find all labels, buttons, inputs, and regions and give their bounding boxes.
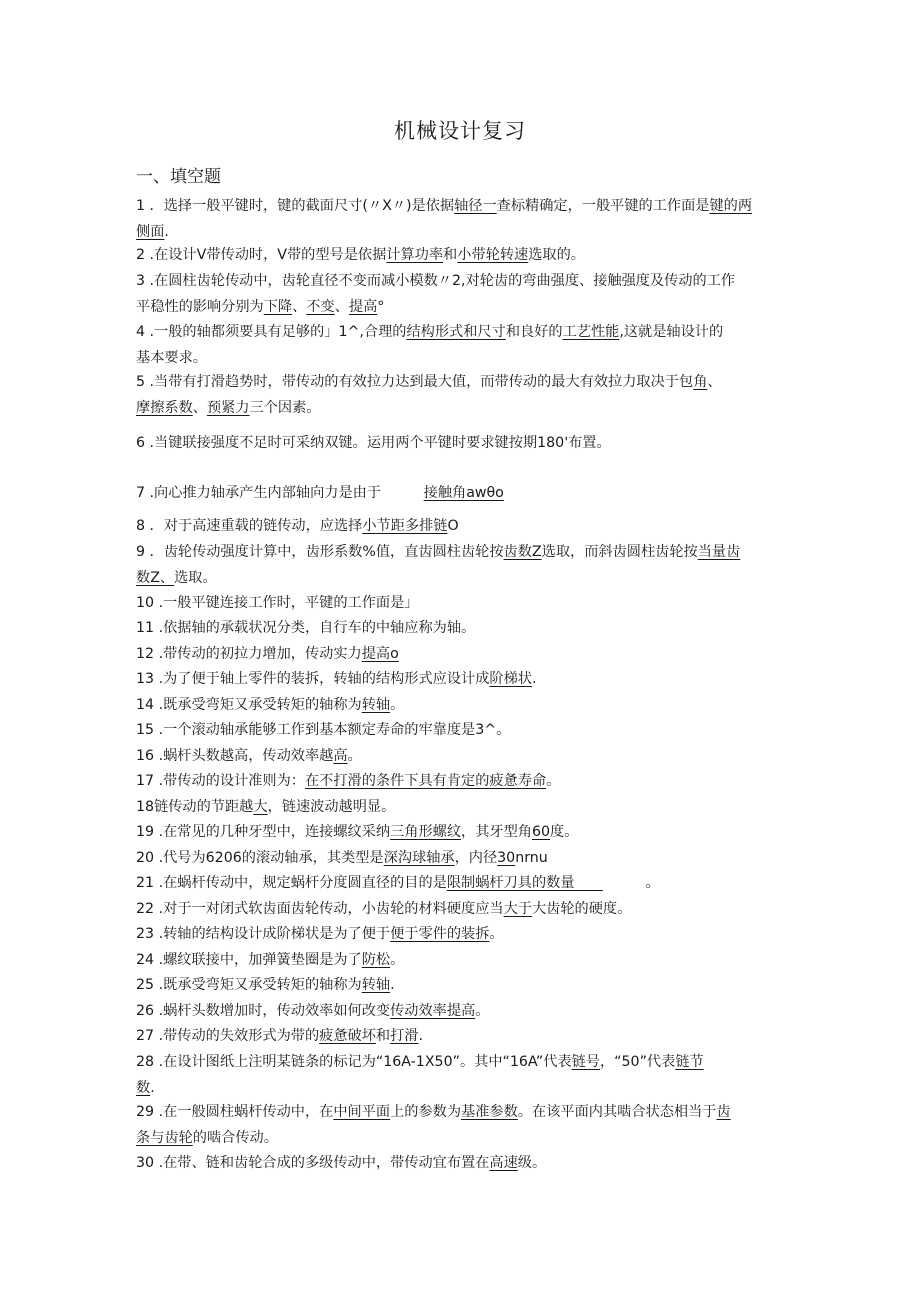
question-4-line-2 (136, 346, 786, 372)
question-text: 三个因素。 (249, 399, 321, 416)
question-text: 19 .在常见的几种牙型中，连接螺纹采纳 (136, 824, 391, 840)
question-text: 选取，而斜齿圆柱齿轮按 (541, 544, 698, 560)
question-text: 。 (390, 952, 405, 968)
answer-blank: 接触角awθo (423, 485, 504, 501)
question-text: 。 (390, 697, 405, 713)
question-5-line-2 (136, 396, 786, 422)
question-text: 。 (489, 926, 504, 942)
question-text: . (418, 1028, 424, 1044)
answer-blank: 防松 (361, 952, 391, 968)
answer-blank: 链号 (571, 1054, 600, 1070)
question-text: 8 ．对于高速重载的链传动，应选择 (136, 518, 363, 534)
answer-blank: 30 (497, 850, 516, 866)
question-text: O (447, 518, 459, 534)
question-text: . (531, 671, 537, 687)
question-text: 26 .蜗杆头数增加时，传动效率如何改变 (136, 1003, 391, 1019)
question-10-line-1 (136, 591, 786, 617)
question-text: 4 .一般的轴都须要具有足够的」1^,合理的 (136, 324, 407, 340)
question-text: 6 .当键联接强度不足时可采纳双键。运用两个平键时要求键按期180'布置。 (136, 435, 611, 451)
question-30-line-1 (136, 1151, 786, 1177)
question-text: 7 .向心推力轴承产生内部轴向力是由于 (136, 485, 424, 501)
answer-blank: 角 (693, 374, 708, 390)
answer-blank: 摩擦系数 (136, 399, 193, 416)
question-7-line-1 (136, 481, 786, 507)
answer-blank: 不变 (306, 298, 335, 315)
question-3-line-1 (136, 269, 786, 295)
answer-blank: 提高 (348, 298, 378, 315)
question-22-line-1 (136, 897, 786, 923)
question-text: 平稳性的影响分别为 (136, 298, 264, 315)
question-text: 。 (602, 875, 660, 891)
question-text: ° (377, 298, 385, 315)
question-text: 。 (347, 748, 362, 764)
answer-blank: 高 (333, 748, 348, 764)
question-5-line-1 (136, 370, 786, 396)
answer-blank: 三角形螺纹 (390, 824, 462, 840)
answer-blank: 小节距多排链 (362, 518, 448, 534)
question-text: 2 .在设计V带传动时，V带的型号是依据 (136, 247, 387, 263)
answer-blank: 打滑 (390, 1028, 419, 1044)
question-text: ，“50”代表 (599, 1054, 676, 1070)
question-16-line-1 (136, 744, 786, 770)
answer-blank: 便于零件的装拆 (390, 926, 490, 942)
question-text: 5 .当带有打滑趋势时，带传动的有效拉力达到最大值，而带传动的最大有效拉力取决于包 (136, 374, 694, 390)
answer-blank: 大 (253, 799, 268, 815)
question-text: ，其牙型角 (461, 824, 532, 840)
answer-blank: 链节 (675, 1054, 704, 1070)
answer-blank: 轴径一 (454, 198, 497, 214)
question-text: 17 .带传动的设计准则为： (136, 773, 305, 789)
question-12-line-1 (136, 642, 786, 668)
question-text: 和 (443, 247, 458, 263)
question-29-line-2 (136, 1126, 786, 1152)
answer-blank: 计算功率 (386, 247, 444, 263)
question-21-line-1 (136, 871, 786, 897)
question-text: 21 .在蜗杆传动中，规定蜗杆分度圆直径的目的是 (136, 875, 447, 891)
question-text: 22 .对于一对闭式软齿面齿轮传动，小齿轮的材料硬度应当 (136, 901, 504, 917)
question-text: . (164, 223, 169, 240)
question-text: 查标精确定，一般平键的工作面是 (496, 198, 710, 214)
question-text: 、 (292, 298, 307, 315)
question-23-line-1 (136, 922, 786, 948)
question-27-line-1 (136, 1024, 786, 1050)
answer-blank: 工艺性能 (562, 324, 620, 340)
question-text: 大齿轮的硬度。 (531, 901, 632, 917)
question-text: 27 .带传动的失效形式为带的 (136, 1028, 320, 1044)
question-text: 、 (334, 298, 349, 315)
question-9-line-1 (136, 540, 786, 566)
question-28-line-2 (136, 1076, 786, 1102)
question-text: 级。 (517, 1155, 547, 1171)
question-25-line-1 (136, 973, 786, 999)
answer-blank: 齿 (716, 1104, 731, 1120)
question-text: 14 .既承受弯矩又承受转矩的轴称为 (136, 697, 362, 713)
question-1-line-1 (136, 194, 786, 220)
question-6-line-1 (136, 431, 786, 457)
question-text: 选取的。 (528, 247, 585, 263)
answer-blank: 小带轮转速 (457, 247, 529, 263)
question-text: 29 .在一般圆柱蜗杆传动中，在 (136, 1104, 334, 1120)
question-3-line-2 (136, 295, 786, 321)
answer-blank: 高速 (489, 1155, 518, 1171)
question-11-line-1 (136, 616, 786, 642)
question-text: 18链传动的节距越 (136, 799, 254, 815)
question-text: 12 .带传动的初拉力增加，传动实力 (136, 646, 362, 662)
question-1-line-2 (136, 220, 786, 246)
question-text: 度。 (550, 824, 579, 840)
question-text: 基本要求。 (136, 349, 207, 366)
question-text: ,这就是轴设计的 (619, 324, 724, 340)
question-text: 15 .一个滚动轴承能够工作到基本额定寿命的牢靠度是3^。 (136, 722, 511, 738)
question-4-line-1 (136, 320, 786, 346)
question-text: 选取。 (174, 569, 217, 586)
question-text: . (150, 1079, 155, 1096)
answer-blank: 转轴 (361, 977, 391, 993)
question-9-line-2 (136, 566, 786, 592)
answer-blank: 提高o (361, 646, 399, 662)
question-text: 。 (546, 773, 561, 789)
question-text: 30 .在带、链和齿轮合成的多级传动中，带传动宜布置在 (136, 1155, 490, 1171)
answer-blank: 当量齿 (697, 544, 741, 560)
answer-blank: 大于 (503, 901, 532, 917)
answer-blank: 60 (531, 824, 551, 840)
question-26-line-1 (136, 999, 786, 1025)
question-text: 1 ．选择一般平键时，键的截面尺寸(〃X〃)是依据 (136, 198, 455, 214)
question-text: 25 .既承受弯矩又承受转矩的轴称为 (136, 977, 362, 993)
answer-blank: 齿数Z (503, 544, 542, 560)
question-text: 10 .一般平键连接工作时，平键的工作面是」 (136, 595, 419, 611)
question-28-line-1 (136, 1050, 786, 1076)
question-text: ，内径 (454, 850, 498, 866)
answer-blank: 阶梯状 (489, 671, 532, 687)
question-text: 16 .蜗杆头数越高，传动效率越 (136, 748, 334, 764)
question-20-line-1 (136, 846, 786, 872)
question-8-line-1 (136, 514, 786, 540)
question-text: 和 (375, 1028, 391, 1044)
question-17-line-1 (136, 769, 786, 795)
question-text: 。 (475, 1003, 490, 1019)
answer-blank: 结构形式和尺寸 (406, 324, 506, 340)
question-text: nrnu (515, 850, 548, 866)
answer-blank: 疲惫破坏 (319, 1028, 376, 1044)
answer-blank: 侧面 (136, 223, 165, 240)
question-text: . (390, 977, 395, 993)
answer-blank: 限制蜗杆刀具的数量 (446, 875, 603, 891)
question-text: 11 .依据轴的承载状况分类，自行车的中轴应称为轴。 (136, 620, 476, 636)
answer-blank: 深沟球轴承 (383, 850, 455, 866)
answer-blank: 在不打滑的条件下具有肯定的疲惫寿命 (304, 773, 547, 789)
answer-blank: 基准参数 (461, 1104, 518, 1120)
question-15-line-1 (136, 718, 786, 744)
question-24-line-1 (136, 948, 786, 974)
answer-blank: 预紧力 (206, 399, 250, 416)
answer-blank: 数Z、 (136, 569, 175, 586)
answer-blank: 下降 (263, 298, 293, 315)
answer-blank: 键的两 (709, 198, 753, 214)
page-title: 机械设计复习 (394, 119, 526, 143)
question-text: 23 .转轴的结构设计成阶梯状是为了便于 (136, 926, 391, 942)
question-text: 、 (192, 399, 207, 416)
section-heading: 一、填空题 (136, 167, 221, 187)
question-text: 、 (707, 374, 722, 390)
question-text: 3 .在圆柱齿轮传动中，齿轮直径不变而减小模数〃2,对轮齿的弯曲强度、接触强度及传动的工作 (136, 273, 736, 289)
question-text: 9 ．齿轮传动强度计算中，齿形系数%值，直齿圆柱齿轮按 (136, 544, 504, 560)
question-text: 28 .在设计图纸上注明某链条的标记为“16A-1X50”。其中“16A”代表 (136, 1054, 572, 1070)
question-19-line-1 (136, 820, 786, 846)
question-text: 的啮合传动。 (192, 1129, 278, 1146)
question-text: 20 .代号为6206的滚动轴承，其类型是 (136, 850, 384, 866)
answer-blank: 转轴 (361, 697, 391, 713)
question-13-line-1 (136, 667, 786, 693)
question-text: 13 .为了便于轴上零件的装拆，转轴的结构形式应设计成 (136, 671, 490, 687)
question-text: 24 .螺纹联接中，加弹簧垫圈是为了 (136, 952, 362, 968)
answer-blank: 中间平面 (333, 1104, 391, 1120)
answer-blank: 条与齿轮 (136, 1129, 193, 1146)
question-29-line-1 (136, 1100, 786, 1126)
question-text: 上的参数为 (390, 1104, 462, 1120)
question-text: ，链速波动越明显。 (267, 799, 396, 815)
answer-blank: 数 (136, 1079, 151, 1096)
question-14-line-1 (136, 693, 786, 719)
question-2-line-1 (136, 243, 786, 269)
question-text: 和良好的 (505, 324, 563, 340)
question-18-line-1 (136, 795, 786, 821)
question-text: 。在该平面内其啮合状态相当于 (517, 1104, 717, 1120)
answer-blank: 传动效率提高 (390, 1003, 476, 1019)
